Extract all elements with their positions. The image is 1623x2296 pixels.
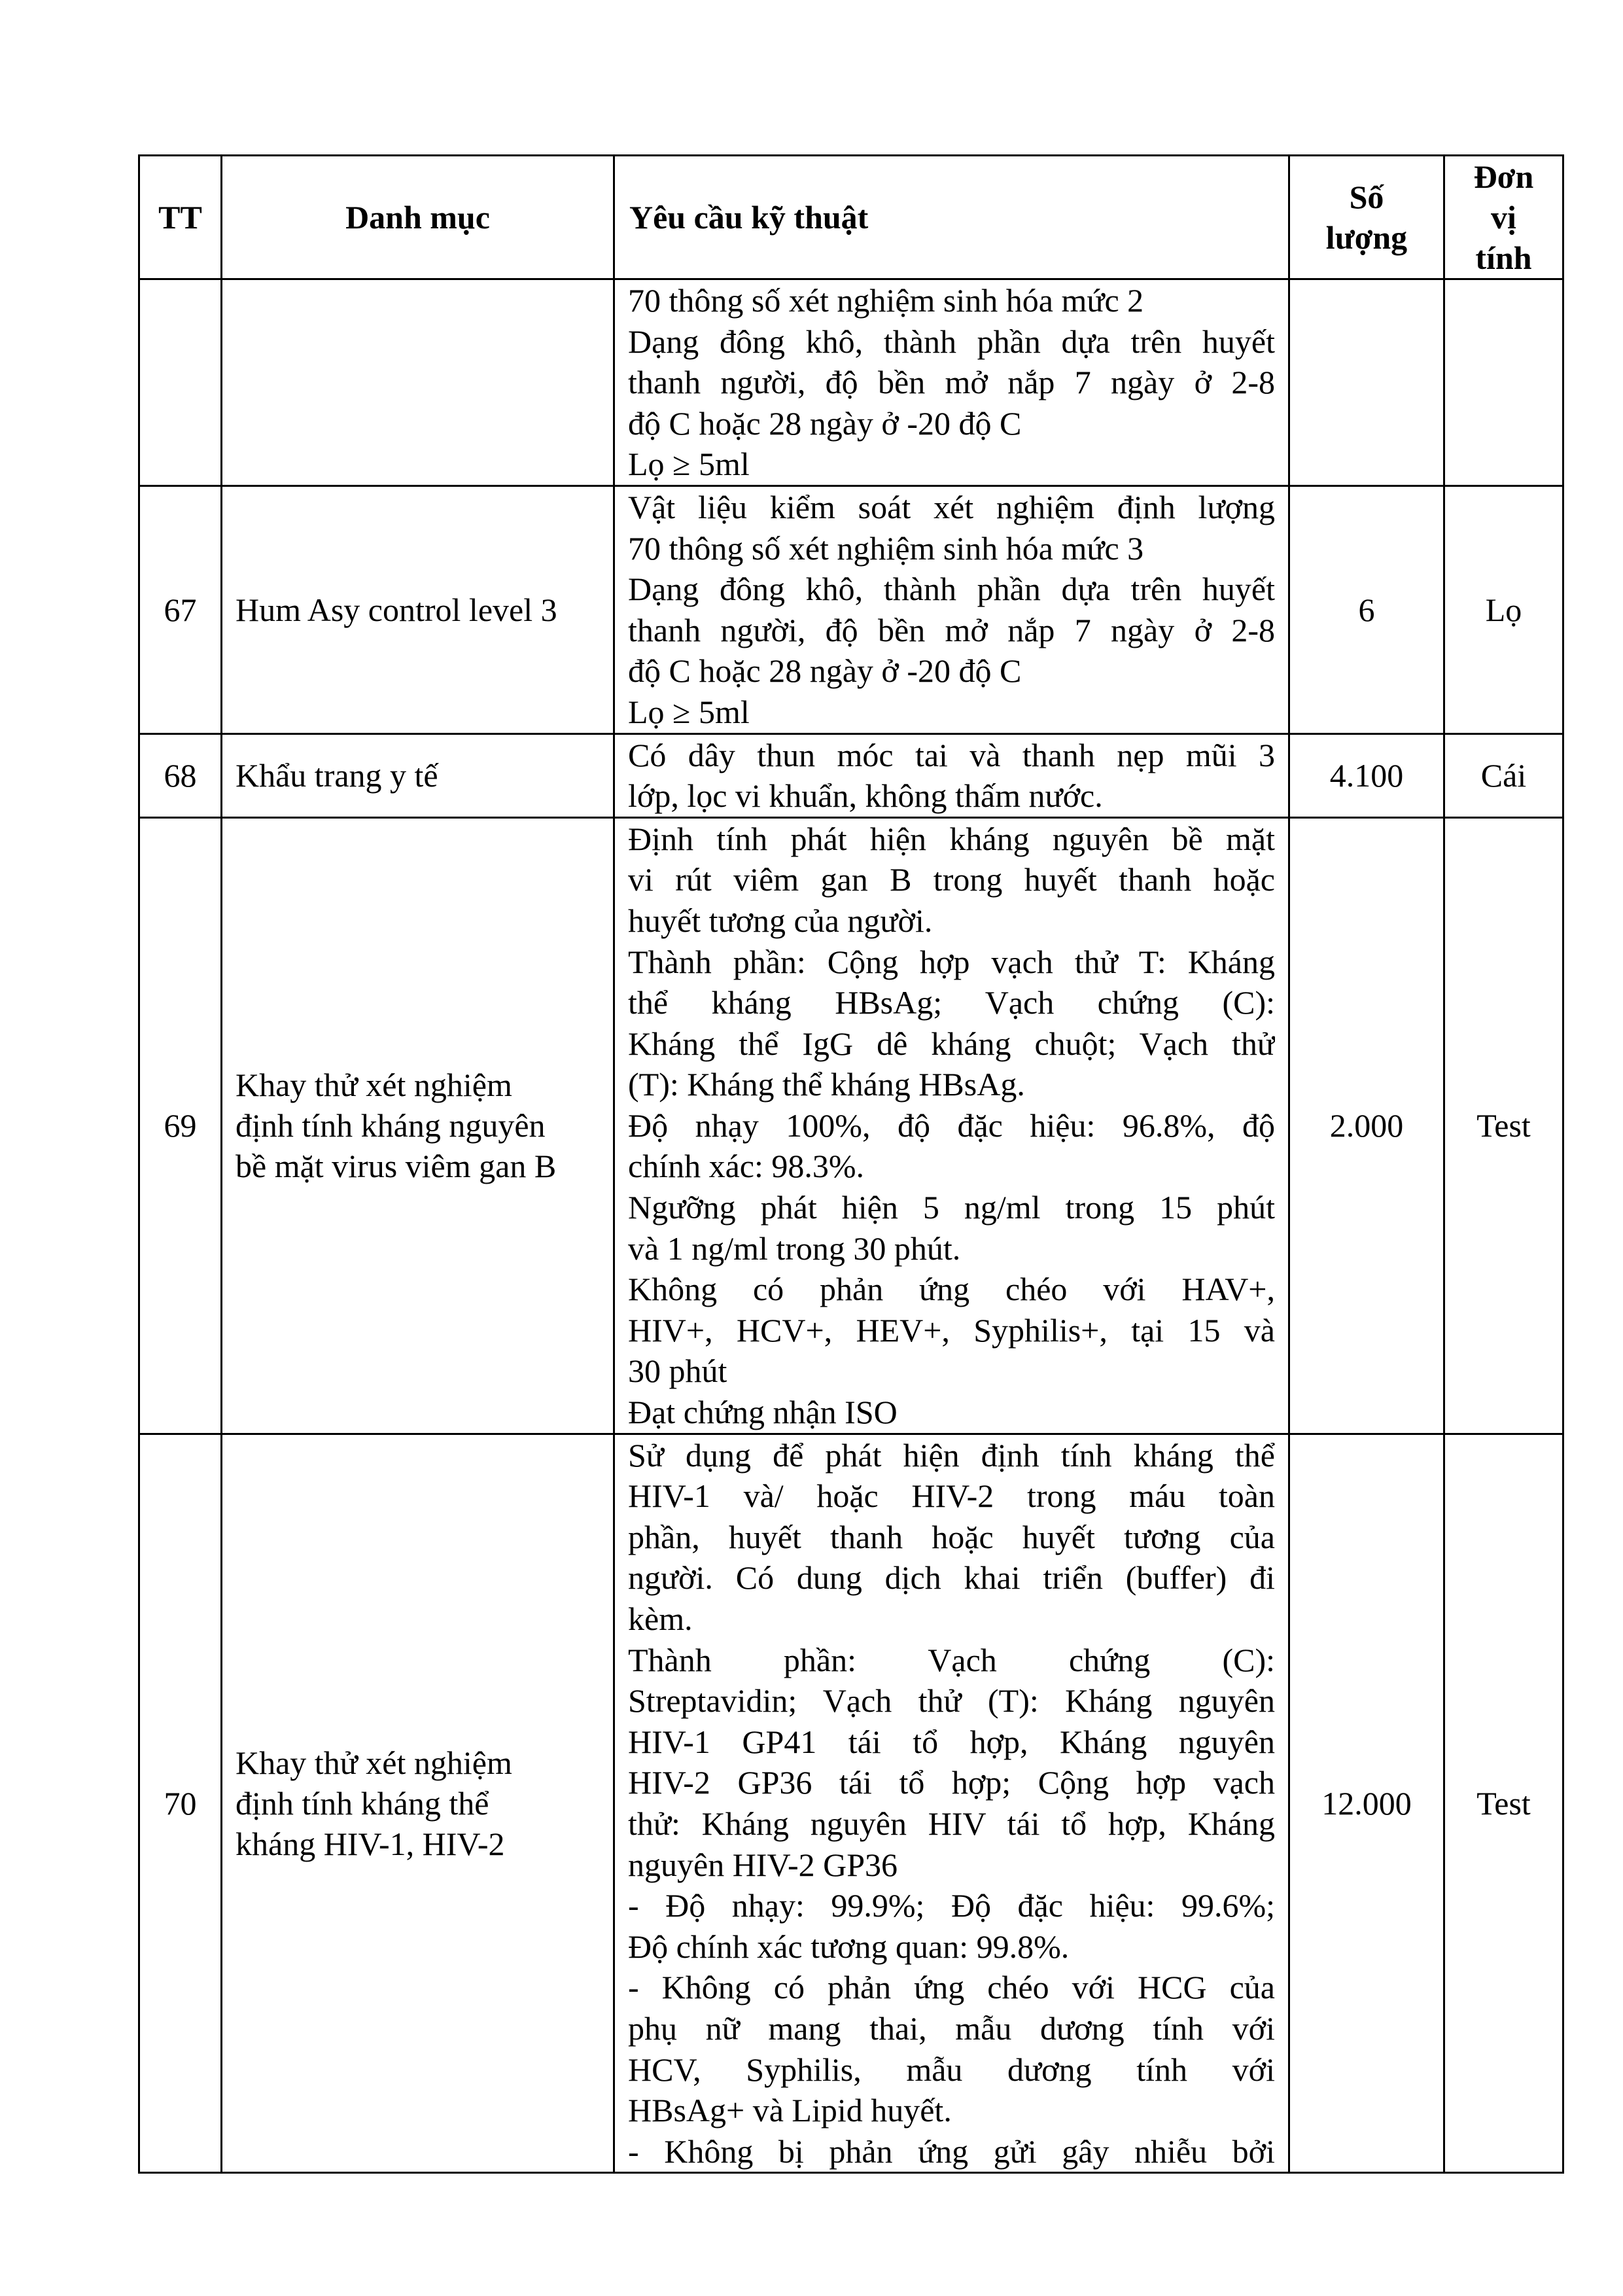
requirement-line: - Không có phản ứng chéo với HCG của (628, 1969, 1275, 2006)
header-requirements: Yêu cầu kỹ thuật (614, 156, 1289, 279)
cell-requirements (614, 279, 1289, 486)
requirement-line: phụ nữ mang thai, mẫu dương tính với (628, 2009, 1275, 2047)
cell-requirements (614, 486, 1289, 733)
requirement-line: thanh người, độ bền mở nắp 7 ngày ở 2-8 (628, 611, 1275, 648)
requirement-line: HIV-1 GP41 tái tổ hợp, Kháng nguyên (628, 1723, 1275, 1760)
table-row (139, 817, 1563, 1434)
table-row (139, 1434, 1563, 2173)
header-unit-line: tính (1475, 239, 1532, 276)
requirement-line: Lọ ≥ 5ml (628, 693, 750, 730)
requirement-line: HIV-1 và/ hoặc HIV-2 trong máu toàn (628, 1477, 1275, 1515)
requirement-line: 70 thông số xét nghiệm sinh hóa mức 3 (628, 529, 1144, 567)
cell-tt: 68 (139, 733, 222, 817)
cell-name-line: định tính kháng thể (236, 1784, 489, 1822)
requirement-line: Độ chính xác tương quan: 99.8%. (628, 1928, 1070, 1965)
requirement-line: Kháng thể IgG dê kháng chuột; Vạch thử (628, 1025, 1275, 1062)
requirement-line: lớp, lọc vi khuẩn, không thấm nước. (628, 777, 1103, 815)
cell-unit: Cái (1444, 733, 1563, 817)
technical-spec-table (138, 154, 1564, 2174)
requirement-line: Streptavidin; Vạch thử (T): Kháng nguyên (628, 1682, 1275, 1720)
requirement-line: nguyên HIV-2 GP36 (628, 1846, 898, 1883)
requirement-line: Đạt chứng nhận ISO (628, 1394, 898, 1431)
table-body (139, 279, 1563, 2173)
requirement-line: - Không bị phản ứng gửi gây nhiễu bởi (628, 2132, 1275, 2170)
cell-name-line: Khay thử xét nghiệm (236, 1744, 512, 1781)
cell-name-line: bề mặt virus viêm gan B (236, 1148, 557, 1185)
header-name: Danh mục (222, 156, 614, 279)
table-header-row (139, 156, 1563, 279)
requirement-line: - Độ nhạy: 99.9%; Độ đặc hiệu: 99.6%; (628, 1887, 1275, 1924)
requirement-line: Dạng đông khô, thành phần dựa trên huyết (628, 323, 1275, 360)
requirement-line: HCV, Syphilis, mẫu dương tính với (628, 2051, 1275, 2088)
requirement-line: Thành phần: Cộng hợp vạch thử T: Kháng (628, 943, 1275, 980)
cell-tt (139, 279, 222, 486)
cell-unit: Test (1444, 817, 1563, 1434)
requirement-line: vi rút viêm gan B trong huyết thanh hoặc (628, 861, 1275, 898)
requirement-line: HBsAg+ và Lipid huyết. (628, 2092, 952, 2129)
requirement-line: Độ nhạy 100%, độ đặc hiệu: 96.8%, độ (628, 1106, 1275, 1144)
header-quantity-line: Số (1349, 179, 1384, 215)
cell-unit: Test (1444, 1434, 1563, 2173)
requirement-line: thử: Kháng nguyên HIV tái tổ hợp, Kháng (628, 1805, 1275, 1842)
cell-name (222, 486, 614, 733)
requirement-line: thanh người, độ bền mở nắp 7 ngày ở 2-8 (628, 364, 1275, 401)
header-unit (1444, 156, 1563, 279)
cell-tt: 69 (139, 817, 222, 1434)
requirement-line: kèm. (628, 1600, 693, 1637)
cell-requirements (614, 733, 1289, 817)
header-quantity (1289, 156, 1444, 279)
requirement-line: Thành phần: Vạch chứng (C): (628, 1641, 1275, 1678)
cell-name-line: kháng HIV-1, HIV-2 (236, 1825, 505, 1862)
table-row (139, 279, 1563, 486)
requirement-line: chính xác: 98.3%. (628, 1148, 865, 1185)
requirement-line: phần, huyết thanh hoặc huyết tương của (628, 1518, 1275, 1555)
requirement-line: độ C hoặc 28 ngày ở -20 độ C (628, 404, 1022, 442)
requirement-line: huyết tương của người. (628, 902, 933, 939)
cell-name-line: Khay thử xét nghiệm (236, 1067, 512, 1104)
table-row (139, 733, 1563, 817)
requirement-line: 30 phút (628, 1352, 727, 1390)
requirement-line: và 1 ng/ml trong 30 phút. (628, 1229, 961, 1267)
requirement-line: người. Có dung dịch khai triển (buffer) đi (628, 1559, 1275, 1597)
cell-requirements (614, 1434, 1289, 2173)
cell-quantity: 2.000 (1289, 817, 1444, 1434)
header-tt: TT (139, 156, 222, 279)
cell-unit (1444, 279, 1563, 486)
requirement-line: HIV-2 GP36 tái tổ hợp; Cộng hợp vạch (628, 1764, 1275, 1801)
requirement-line: (T): Kháng thể kháng HBsAg. (628, 1066, 1025, 1103)
cell-name-line: Khẩu trang y tế (236, 757, 438, 794)
requirement-line: Không có phản ứng chéo với HAV+, (628, 1271, 1275, 1308)
cell-name (222, 1434, 614, 2173)
requirement-line: Vật liệu kiểm soát xét nghiệm định lượng (628, 488, 1275, 525)
requirement-line: Sử dụng để phát hiện định tính kháng thể (628, 1436, 1275, 1474)
requirement-line: Định tính phát hiện kháng nguyên bề mặt (628, 820, 1275, 857)
cell-name-line: định tính kháng nguyên (236, 1107, 546, 1144)
table-row (139, 486, 1563, 733)
cell-quantity (1289, 279, 1444, 486)
header-unit-line: Đơn vị (1473, 158, 1534, 236)
cell-quantity: 4.100 (1289, 733, 1444, 817)
requirement-line: HIV+, HCV+, HEV+, Syphilis+, tại 15 và (628, 1311, 1275, 1349)
requirement-line: độ C hoặc 28 ngày ở -20 độ C (628, 652, 1022, 690)
cell-tt: 70 (139, 1434, 222, 2173)
cell-unit: Lọ (1444, 486, 1563, 733)
cell-tt: 67 (139, 486, 222, 733)
requirement-line: thể kháng HBsAg; Vạch chứng (C): (628, 984, 1275, 1021)
requirement-line: 70 thông số xét nghiệm sinh hóa mức 2 (628, 282, 1144, 319)
cell-quantity: 12.000 (1289, 1434, 1444, 2173)
cell-requirements (614, 817, 1289, 1434)
requirement-line: Ngưỡng phát hiện 5 ng/ml trong 15 phút (628, 1189, 1275, 1226)
cell-quantity: 6 (1289, 486, 1444, 733)
cell-name (222, 279, 614, 486)
requirement-line: Có dây thun móc tai và thanh nẹp mũi 3 (628, 736, 1275, 773)
cell-name (222, 817, 614, 1434)
header-quantity-line: lượng (1325, 219, 1408, 256)
cell-name-line: Hum Asy control level 3 (236, 591, 557, 628)
requirement-line: Lọ ≥ 5ml (628, 446, 750, 483)
cell-name (222, 733, 614, 817)
requirement-line: Dạng đông khô, thành phần dựa trên huyết (628, 571, 1275, 608)
